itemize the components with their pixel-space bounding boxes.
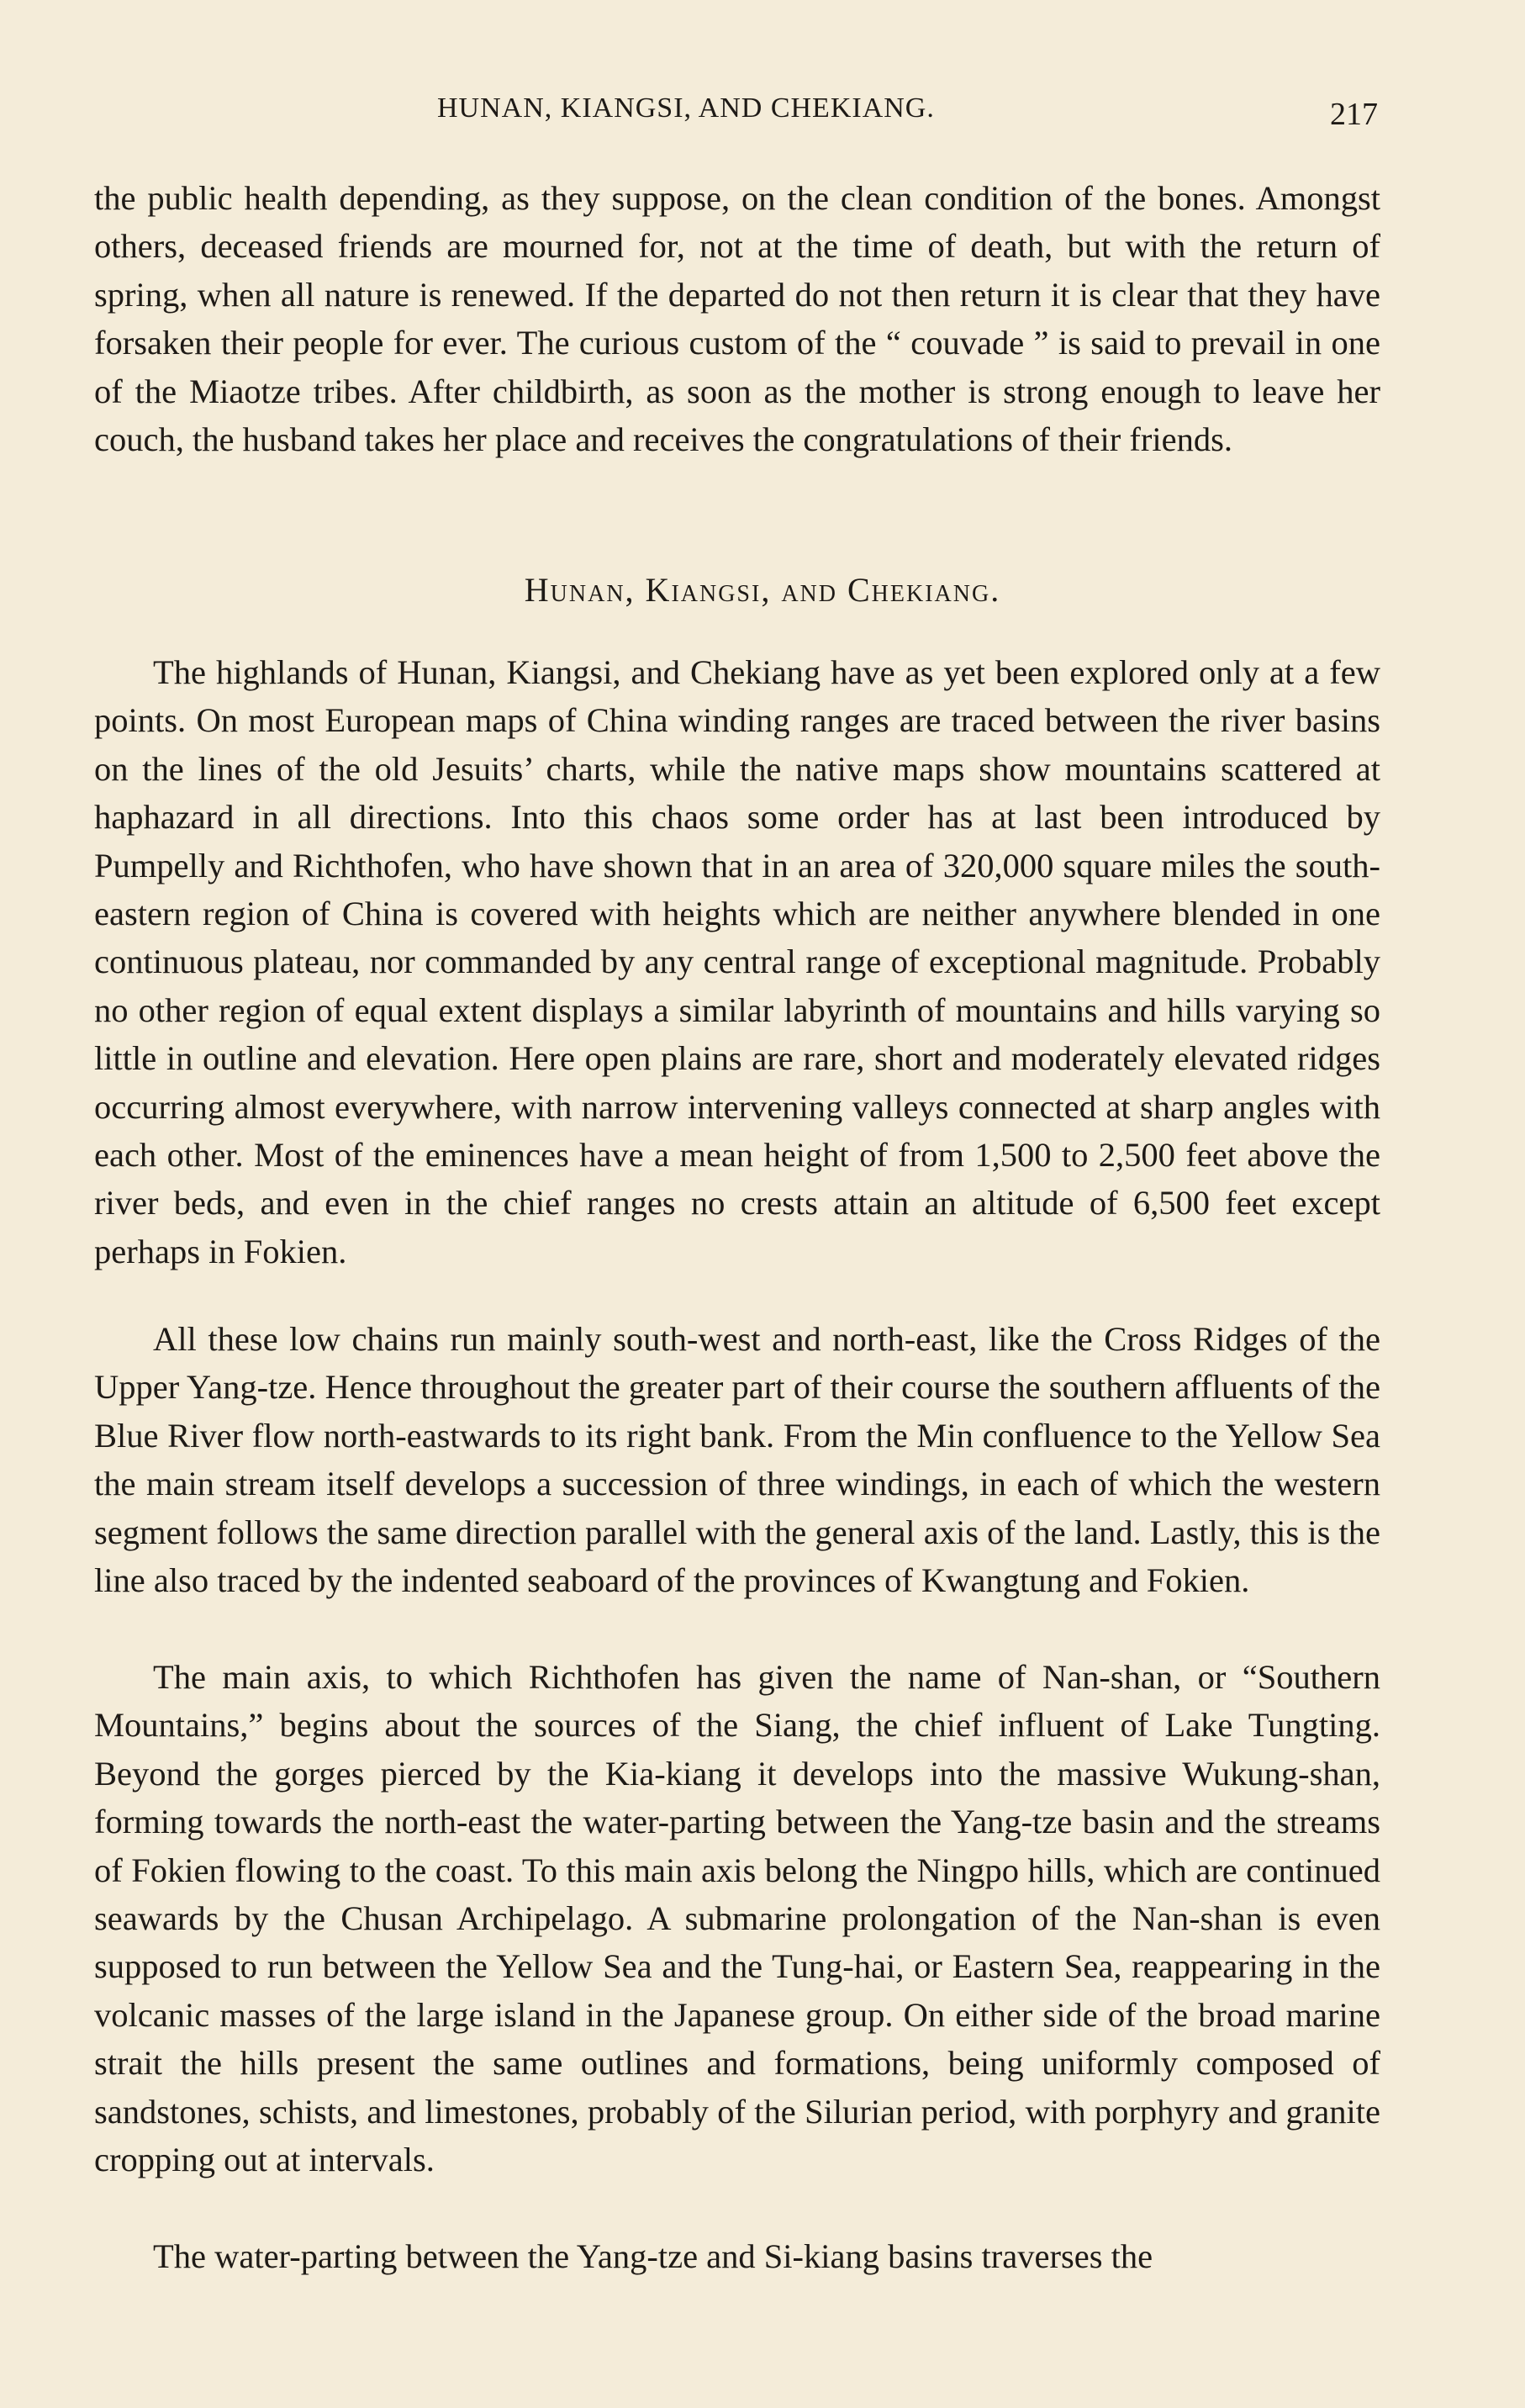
running-head [0, 92, 1525, 135]
continuation-paragraph: the public health depending, as they suppose, on the clean condition of the bones. Amongst others, deceased friends are mourned for, not at the time of death, but with the return of spring, when all nature is renewed. If the departed do not then return it is clear that they have forsaken their people for ever. The curious custom of the “ couvade ” is said to prevail in one of the Miaotze tribes. After childbirth, as soon as the mother is strong enough to leave her couch, the husband takes her place and receives the congratulations of their friends. [94, 179, 1380, 459]
paragraph-low-chains: All these low chains run mainly south-west and north-east, like the Cross Ridges of the Upper Yang-tze. Hence throughout the greater part of their course the southern affluents of the Blue River flow north-eastwards to its right bank. From the Min confluence to the Yellow Sea the main stream itself develops a succession of three windings, in each of which the western segment follows the same direction parallel with the general axis of the land. Lastly, this is the line also traced by the indented seaboard of the provinces of Kwangtung and Fokien. [94, 1320, 1380, 1600]
paragraph-water-parting: The water-parting between the Yang-tze and Si-kiang basins traverses the [153, 2237, 1153, 2275]
running-title: HUNAN, KIANGSI, AND CHEKIANG. [437, 92, 935, 124]
page-number: 217 [1330, 97, 1378, 132]
section-heading: Hunan, Kiangsi, and Chekiang. [524, 571, 1001, 609]
paragraph-highlands: The highlands of Hunan, Kiangsi, and Chekiang have as yet been explored only at a few points. On most European maps of China winding ranges are traced between the river basins on the lines of the old Jesuits’ charts, while the native maps show mountains scattered at haphazard in all directions. Into this chaos some order has at last been introduced by Pumpelly and Richthofen, who have shown that in an area of 320,000 square miles the south-eastern region of China is covered with heights which are neither anywhere blended in one continuous plateau, nor commanded by any central range of exceptional magnitude. Probably no other region of equal extent displays a similar labyrinth of mountains and hills varying so little in outline and elevation. Here open plains are rare, short and moderately elevated ridges occurring almost everywhere, with narrow intervening valleys connected at sharp angles with each other. Most of the eminences have a mean height of from 1,500 to 2,500 feet above the river beds, and even in the chief ranges no crests attain an altitude of 6,500 feet except perhaps in Fokien. [94, 653, 1380, 1270]
paragraph-main-axis: The main axis, to which Richthofen has given the name of Nan-shan, or “Southern Mountains,” begins about the sources of the Siang, the chief influent of Lake Tungting. Beyond the gorges pierced by the Kia-kiang it develops into the massive Wukung-shan, forming towards the north-east the water-parting between the Yang-tze basin and the streams of Fokien flowing to the coast. To this main axis belong the Ningpo hills, which are continued seawards by the Chusan Archipelago. A submarine prolongation of the Nan-shan is even supposed to run between the Yellow Sea and the Tung-hai, or Eastern Sea, reappearing in the volcanic masses of the large island in the Japanese group. On either side of the broad marine strait the hills present the same outlines and formations, being uniformly composed of sandstones, schists, and limestones, probably of the Silurian period, with porphyry and granite cropping out at intervals. [94, 1658, 1380, 2179]
